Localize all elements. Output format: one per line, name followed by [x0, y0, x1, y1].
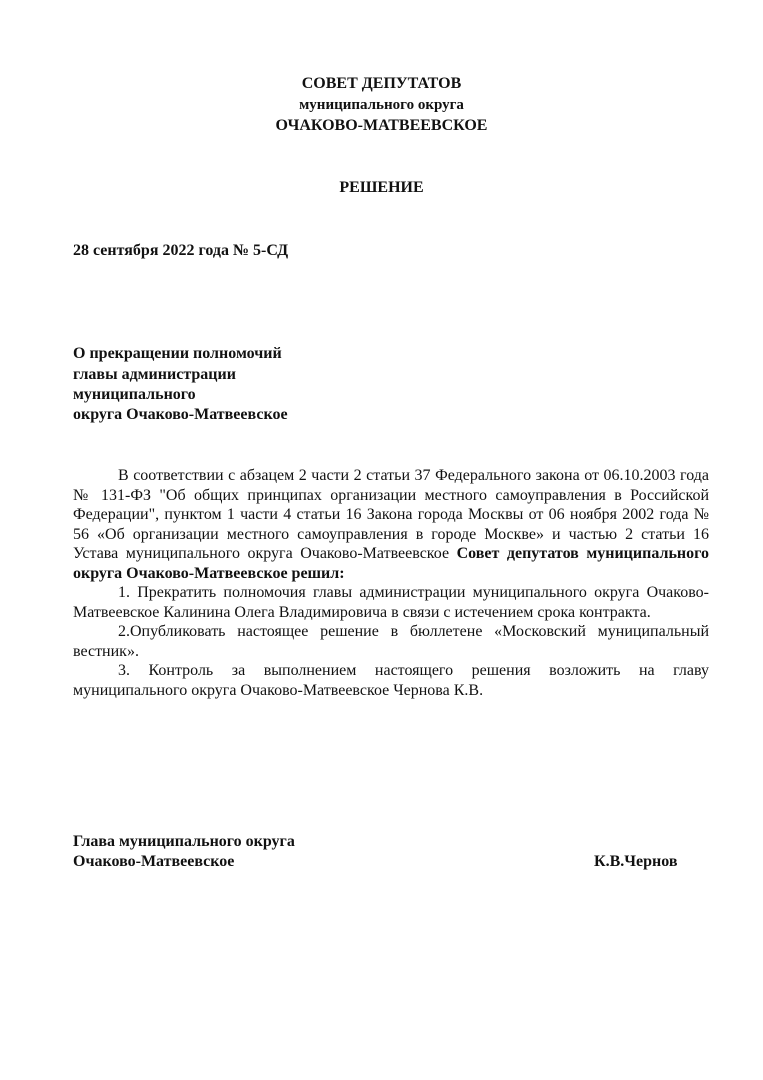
signatory-district: Очаково-Матвеевское — [73, 853, 235, 870]
district-name: ОЧАКОВО-МАТВЕЕВСКОЕ — [275, 117, 488, 134]
decision-item-2: 2.Опубликовать настоящее решение в бюллетене «Московский муниципальный вестник». — [73, 623, 709, 660]
signatory-name: К.В.Чернов — [594, 853, 678, 870]
council-subtitle: муниципального округа — [299, 97, 464, 113]
decision-item-1: 1. Прекратить полномочия главы администрации муниципального округа Очаково-Матвеевское Калинина Олега Владимировича в связи с истечением срока контракта. — [73, 584, 709, 621]
signatory-title: Глава муниципального округа — [73, 833, 295, 850]
subject-line: муниципального — [73, 386, 196, 403]
decision-date-number: 28 сентября 2022 года № 5-СД — [73, 242, 289, 259]
decision-item-3: 3. Контроль за выполнением настоящего решения возложить на главу муниципального округа Очаково-Матвеевское Чернова К.В. — [73, 662, 709, 699]
decision-body — [73, 466, 709, 700]
document-type: РЕШЕНИЕ — [339, 179, 424, 196]
subject-line: округа Очаково-Матвеевское — [73, 406, 288, 423]
subject-line: главы администрации — [73, 366, 236, 383]
preamble-paragraph — [73, 466, 709, 583]
preamble-text: В соответствии с абзацем 2 части 2 статьи 37 Федерального закона от 06.10.2003 года № 131-ФЗ "Об общих принципах организации местного самоуправления в Российской Федерации", пунктом 1 части 4 статьи 16 Закона города Москвы от 06 ноября 2002 года № 56 «Об организации местного самоуправления в городе Москве» и частью 2 статьи 16 Устава муниципального округа Очаково-Матвеевское — [73, 467, 709, 562]
preamble-resolution: Совет депутатов муниципального округа Очаково-Матвеевское решил: — [73, 545, 710, 582]
subject-line: О прекращении полномочий — [73, 345, 282, 362]
council-title: СОВЕТ ДЕПУТАТОВ — [301, 75, 462, 92]
